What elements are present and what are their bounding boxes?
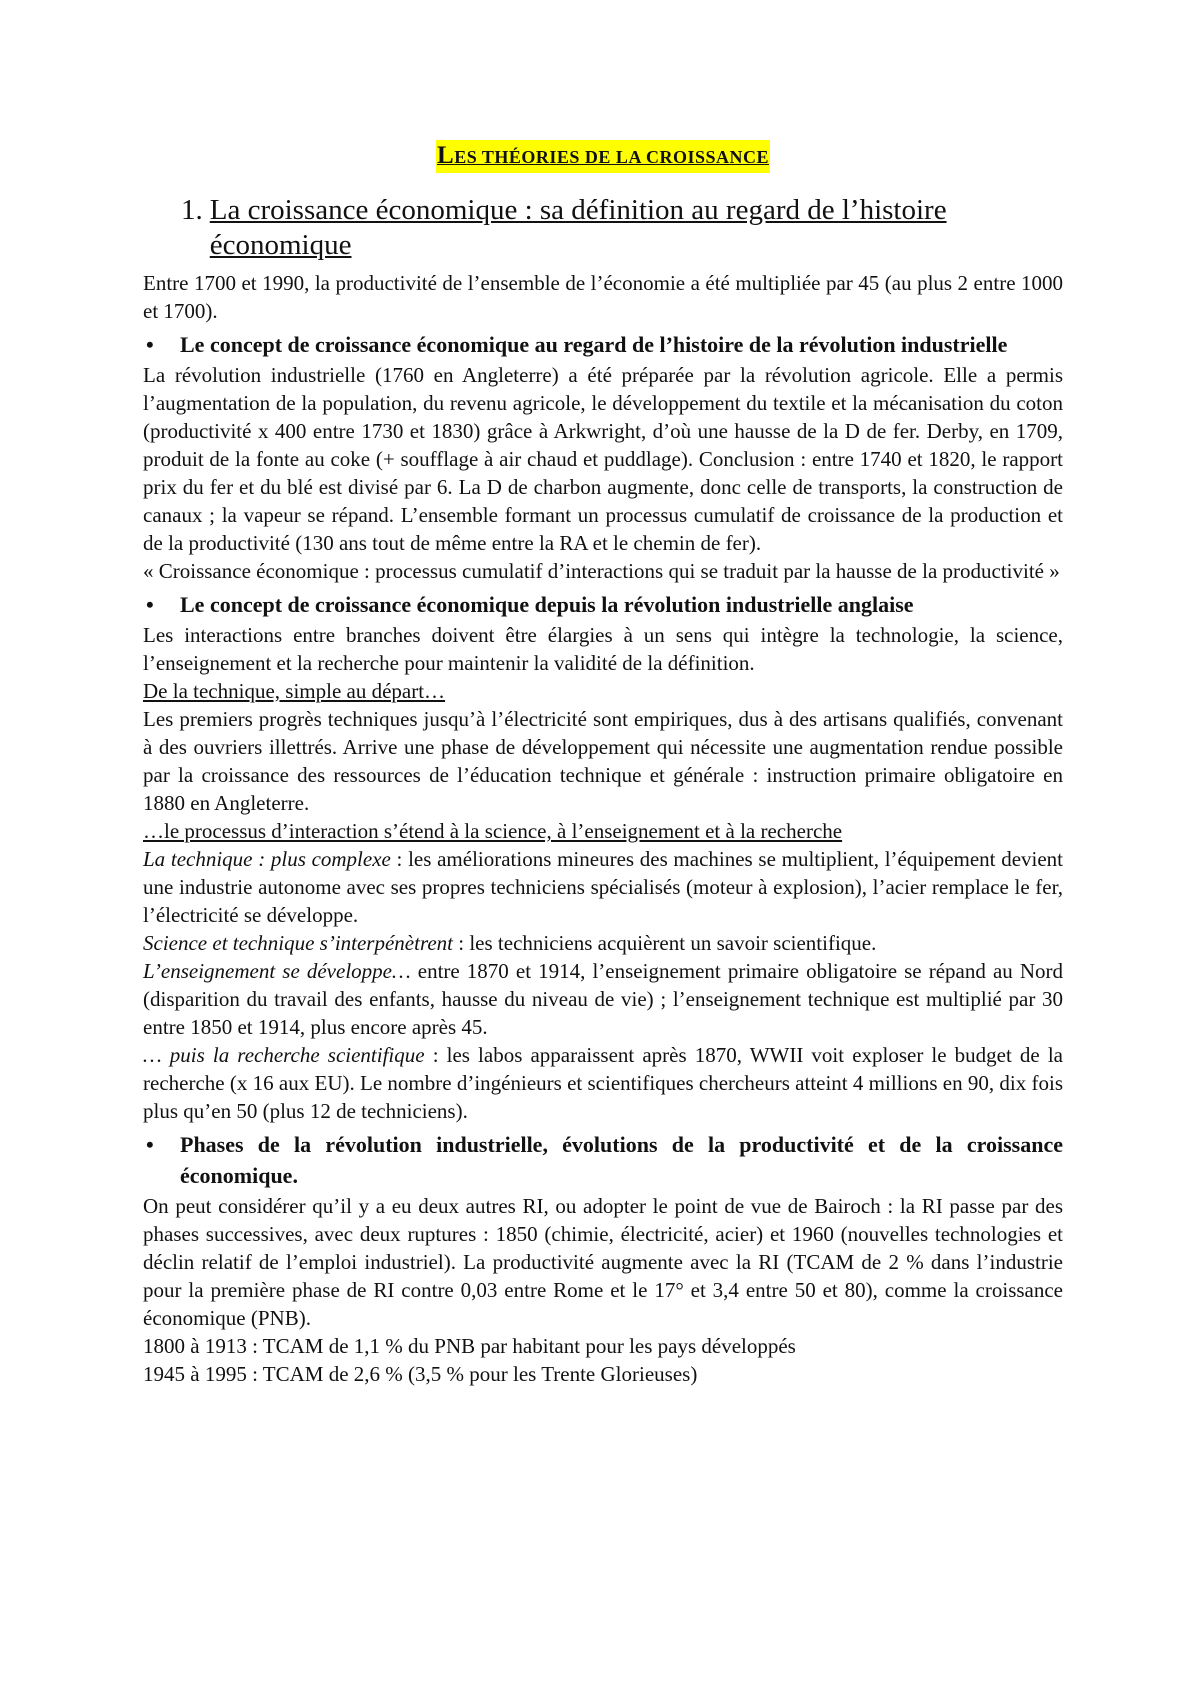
document-title	[436, 140, 770, 173]
paragraph: 1945 à 1995 : TCAM de 2,6 % (3,5 % pour les Trente Glorieuses)	[143, 1362, 698, 1386]
paragraph: Les interactions entre branches doivent être élargies à un sens qui intègre la technologie, la science, l’enseignement et la recherche pour maintenir la validité de la définition.	[143, 623, 1063, 675]
subsection-title: Phases de la révolution industrielle, évolutions de la productivité et de la croissance économique.	[180, 1132, 1063, 1188]
title-rest: ES THÉORIES DE LA CROISSANCE	[454, 147, 769, 167]
title-initial: L	[437, 142, 455, 169]
paragraph-text: : les labos apparaissent après 1870, WWII voit exploser le budget de la recherche (x 16 aux EU). Le nombre d’ingénieurs et scientifiques chercheurs atteint 4 millions en 90, dix fois plus qu’en 50 (plus 12 de techniciens).	[143, 1043, 1063, 1123]
section-title: La croissance économique : sa définition au regard de l’histoire économique	[209, 194, 947, 261]
bullet-icon: •	[146, 1132, 154, 1157]
paragraph: 1800 à 1913 : TCAM de 1,1 % du PNB par habitant pour les pays développés	[143, 1334, 796, 1358]
italic-lead: La technique : plus complexe	[143, 847, 391, 871]
document-page	[143, 140, 1063, 1388]
italic-lead: Science et technique s’interpénètrent	[143, 931, 454, 955]
paragraph	[143, 1041, 1063, 1125]
intro-paragraph: Entre 1700 et 1990, la productivité de l’ensemble de l’économie a été multipliée par 45 (au plus 2 entre 1000 et 1700).	[143, 271, 1063, 323]
paragraph	[143, 845, 1063, 929]
underlined-subheading	[143, 677, 1063, 705]
paragraph-text: : les améliorations mineures des machines se multiplient, l’équipement devient une industrie autonome avec ses propres techniciens spécialisés (moteur à explosion), l’acier remplace le fer, l’électricité se développe.	[143, 847, 1064, 927]
underlined-text: De la technique, simple au départ…	[143, 679, 446, 703]
bullet-icon: •	[146, 332, 154, 357]
section-number: 1.	[181, 194, 203, 226]
title-block	[143, 140, 1063, 173]
definition-quote: « Croissance économique : processus cumulatif d’interactions qui se traduit par la hausse de la productivité »	[143, 559, 1060, 583]
underlined-text: …le processus d’interaction s’étend à la science, à l’enseignement et à la recherche	[143, 819, 843, 843]
paragraph: On peut considérer qu’il y a eu deux autres RI, ou adopter le point de vue de Bairoch : la RI passe par des phases successives, avec deux ruptures : 1850 (chimie, électricité, acier) et 1960 (nouvelles technologies et déclin relatif de l’emploi industriel). La productivité augmente avec la RI (TCAM de 2 % dans l’industrie pour la première phase de RI contre 0,03 entre Rome et le 17° et 3,4 entre 50 et 80), comme la croissance économique (PNB).	[143, 1194, 1063, 1330]
subsection-title: Le concept de croissance économique au regard de l’histoire de la révolution industrielle	[180, 332, 1008, 357]
paragraph	[143, 957, 1063, 1041]
paragraph	[143, 929, 1063, 957]
subsection-heading-1	[143, 329, 1063, 360]
bullet-icon: •	[146, 592, 154, 617]
paragraph-text: entre 1870 et 1914, l’enseignement primaire obligatoire se répand au Nord (disparition du travail des enfants, hausse du niveau de vie) ; l’enseignement technique est multiplié par 30 entre 1850 et 1914, plus encore après 45.	[143, 959, 1064, 1039]
paragraph-text: : les techniciens acquièrent un savoir scientifique.	[453, 931, 877, 955]
subsection-heading-3	[143, 1129, 1063, 1191]
paragraph: Les premiers progrès techniques jusqu’à l’électricité sont empiriques, dus à des artisans qualifiés, convenant à des ouvriers illettrés. Arrive une phase de développement qui nécessite une augmentation rendue possible par la croissance des ressources de l’éducation technique et générale : instruction primaire obligatoire en 1880 en Angleterre.	[143, 707, 1063, 815]
section-1-heading	[143, 193, 1063, 263]
italic-lead: L’enseignement se développe…	[143, 959, 411, 983]
underlined-subheading	[143, 817, 1063, 845]
subsection-heading-2	[143, 589, 1063, 620]
italic-lead: … puis la recherche scientifique	[143, 1043, 425, 1067]
paragraph: La révolution industrielle (1760 en Angleterre) a été préparée par la révolution agricole. Elle a permis l’augmentation de la population, du revenu agricole, le développement du textile et la mécanisation du coton (productivité x 400 entre 1730 et 1830) grâce à Arkwright, d’où une hausse de la D de fer. Derby, en 1709, produit de la fonte au coke (+ soufflage à air chaud et puddlage). Conclusion : entre 1740 et 1820, le rapport prix du fer et du blé est divisé par 6. La D de charbon augmente, donc celle de transports, la construction de canaux ; la vapeur se répand. L’ensemble formant un processus cumulatif de croissance de la production et de la productivité (130 ans tout de même entre la RA et le chemin de fer).	[143, 363, 1063, 555]
subsection-title: Le concept de croissance économique depuis la révolution industrielle anglaise	[180, 592, 914, 617]
